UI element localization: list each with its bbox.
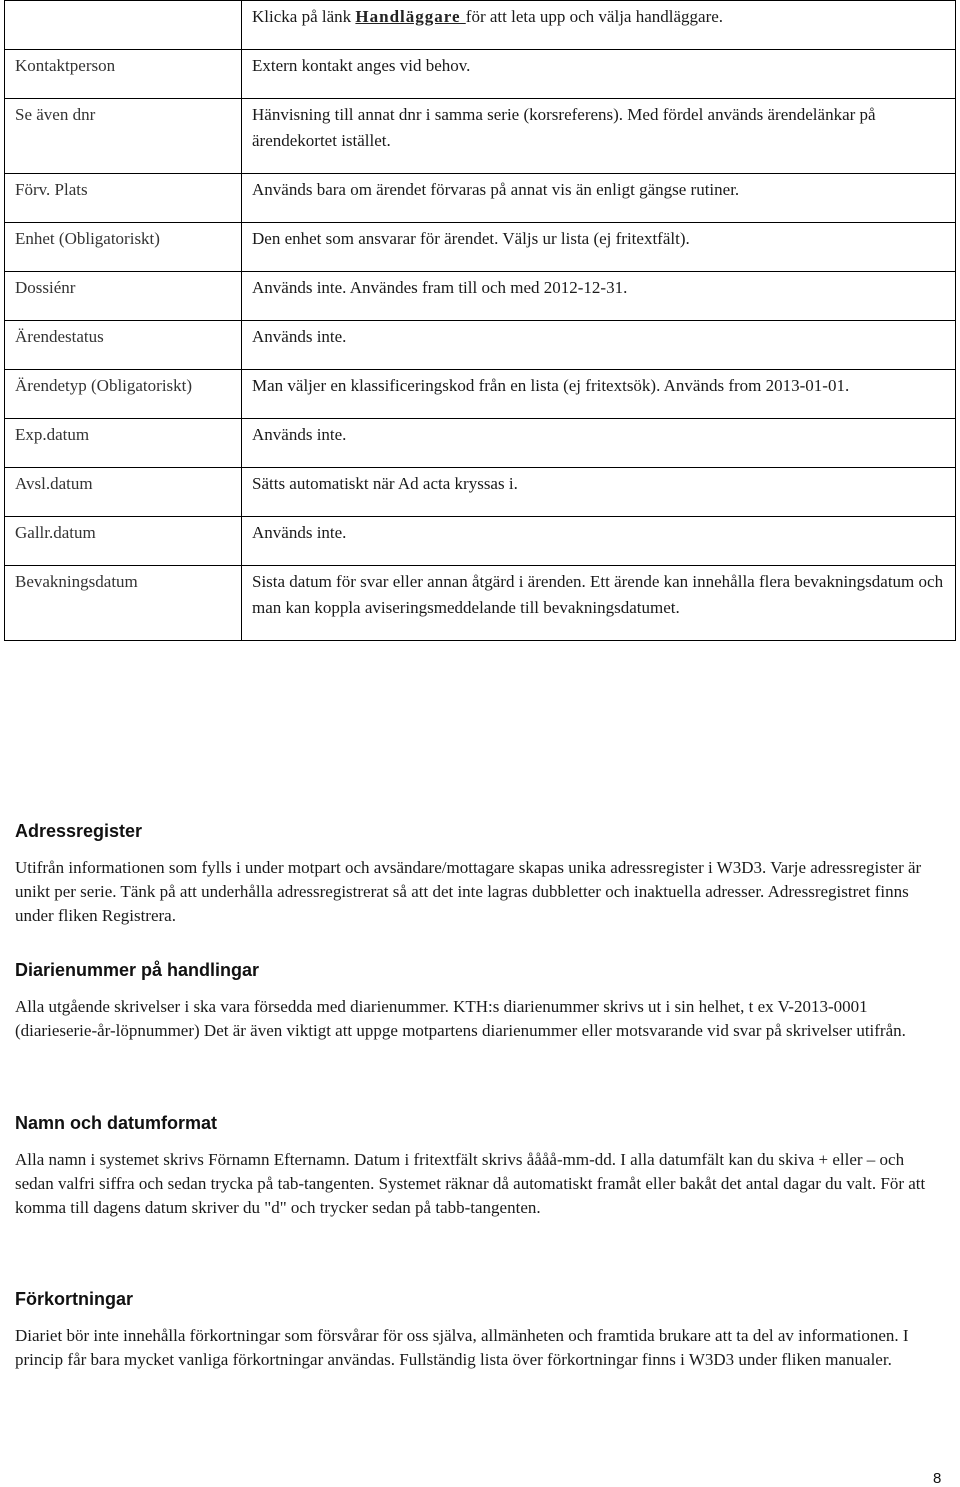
field-label: Ärendetyp (Obligatoriskt) bbox=[5, 370, 242, 419]
section-text: Alla namn i systemet skrivs Förnamn Efternamn. Datum i fritextfält skrivs åååå-mm-dd. I alla datumfält kan du skiva + eller – och sedan valfri siffra och sedan trycka på tab-tangenten. Systemet räknar då automatiskt framåt eller bakåt det antal dagar du valt. För att komma till dagens datum skriver du "d" och trycker sedan på tabb-tangenten. bbox=[15, 1150, 926, 1217]
field-label: Enhet (Obligatoriskt) bbox=[5, 223, 242, 272]
description-text: Klicka på länk bbox=[252, 7, 356, 26]
field-label: Exp.datum bbox=[5, 419, 242, 468]
section-text: Alla utgående skrivelser i ska vara försedda med diarienummer. KTH:s diarienummer skrivs ut i sin helhet, t ex V-2013-0001 (diarieserie-år-löpnummer) Det är även viktigt att uppge motpartens diarienummer eller motsvarande vid svar på skrivelser utifrån. bbox=[15, 997, 906, 1040]
field-row bbox=[5, 1, 956, 50]
field-row bbox=[5, 272, 956, 321]
page-number: 8 bbox=[933, 1470, 942, 1487]
field-description: Används inte. bbox=[242, 517, 956, 566]
section-heading: Diarienummer på handlingar bbox=[15, 960, 260, 980]
section-heading: Namn och datumformat bbox=[15, 1113, 218, 1133]
section-diarienummer bbox=[15, 959, 945, 1043]
field-description: Används inte. bbox=[242, 419, 956, 468]
section-heading: Förkortningar bbox=[15, 1289, 134, 1309]
field-table-body bbox=[5, 1, 956, 641]
section-forkortningar bbox=[15, 1288, 945, 1372]
section-text: Diariet bör inte innehålla förkortningar som försvårar för oss själva, allmänheten och framtida brukare att ta del av informationen. I princip får bara mycket vanliga förkortningar användas. Fullständig lista över förkortningar finns i W3D3 under fliken manualer. bbox=[15, 1326, 909, 1369]
field-label: Kontaktperson bbox=[5, 50, 242, 99]
field-row bbox=[5, 223, 956, 272]
field-description: Sista datum för svar eller annan åtgärd i ärenden. Ett ärende kan innehålla flera bevakningsdatum och man kan koppla aviseringsmeddelande till bevakningsdatumet. bbox=[242, 566, 956, 641]
field-description: Används inte. Användes fram till och med 2012-12-31. bbox=[242, 272, 956, 321]
field-description: Man väljer en klassificeringskod från en lista (ej fritextsök). Används from 2013-01-01. bbox=[242, 370, 956, 419]
field-description: Hänvisning till annat dnr i samma serie (korsreferens). Med fördel används ärendelänkar på ärendekortet istället. bbox=[242, 99, 956, 174]
field-row bbox=[5, 419, 956, 468]
field-description: Sätts automatiskt när Ad acta kryssas i. bbox=[242, 468, 956, 517]
field-description-table bbox=[4, 0, 956, 641]
description-text: för att leta upp och välja handläggare. bbox=[465, 7, 724, 26]
section-namn-och-datumformat bbox=[15, 1112, 945, 1220]
field-label bbox=[5, 1, 242, 50]
section-heading: Adressregister bbox=[15, 821, 143, 841]
field-row bbox=[5, 517, 956, 566]
handlaggare-link[interactable]: Handläggare bbox=[355, 7, 466, 26]
field-row bbox=[5, 566, 956, 641]
field-label: Bevakningsdatum bbox=[5, 566, 242, 641]
field-label: Ärendestatus bbox=[5, 321, 242, 370]
field-label: Avsl.datum bbox=[5, 468, 242, 517]
field-label: Förv. Plats bbox=[5, 174, 242, 223]
field-row bbox=[5, 174, 956, 223]
field-row bbox=[5, 468, 956, 517]
section-text: Utifrån informationen som fylls i under motpart och avsändare/mottagare skapas unika adressregister i W3D3. Varje adressregister är unikt per serie. Tänk på att underhålla adressregistrerat så att det inte lagras dubbletter och inaktuella adresser. Adressregistret finns under fliken Registrera. bbox=[15, 858, 922, 925]
field-description bbox=[242, 1, 956, 50]
field-row bbox=[5, 370, 956, 419]
field-row bbox=[5, 50, 956, 99]
field-label: Se även dnr bbox=[5, 99, 242, 174]
field-description: Den enhet som ansvarar för ärendet. Väljs ur lista (ej fritextfält). bbox=[242, 223, 956, 272]
field-description: Används bara om ärendet förvaras på annat vis än enligt gängse rutiner. bbox=[242, 174, 956, 223]
field-label: Gallr.datum bbox=[5, 517, 242, 566]
field-label: Dossiénr bbox=[5, 272, 242, 321]
field-row bbox=[5, 99, 956, 174]
field-description: Extern kontakt anges vid behov. bbox=[242, 50, 956, 99]
field-description: Används inte. bbox=[242, 321, 956, 370]
section-adressregister bbox=[15, 820, 945, 928]
field-row bbox=[5, 321, 956, 370]
